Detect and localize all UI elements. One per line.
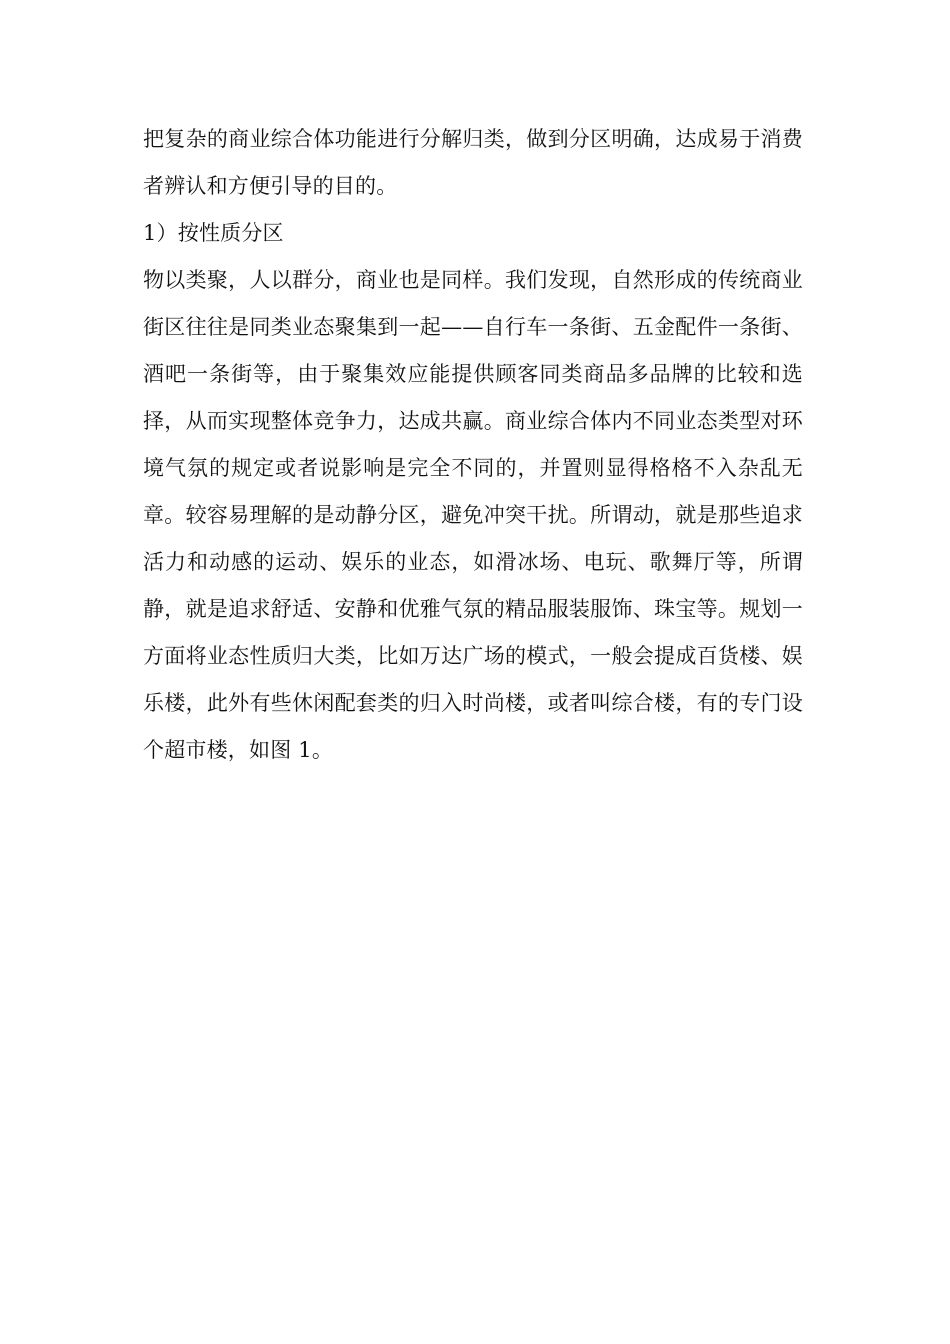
main-paragraph: 物以类聚，人以群分，商业也是同样。我们发现，自然形成的传统商业街区往往是同类业态聚集到一起——自行车一条街、五金配件一条街、酒吧一条街等，由于聚集效应能提供顾客同类商品多品牌的比较和选择，从而实现整体竞争力，达成共赢。商业综合体内不同业态类型对环境气氛的规定或者说影响是完全不同的，并置则显得格格不入杂乱无章。较容易理解的是动静分区，避免冲突干扰。所谓动，就是那些追求活力和动感的运动、娱乐的业态，如滑冰场、电玩、歌舞厅等，所谓静，就是追求舒适、安静和优雅气氛的精品服装服饰、珠宝等。规划一方面将业态性质归大类，比如万达广场的模式，一般会提成百货楼、娱乐楼，此外有些休闲配套类的归入时尚楼，或者叫综合楼，有的专门设个超市楼，如图 1。: [143, 268, 803, 762]
section-heading: 1）按性质分区: [143, 221, 284, 245]
intro-paragraph: 把复杂的商业综合体功能进行分解归类，做到分区明确，达成易于消费者辨认和方便引导的目的。: [143, 127, 803, 198]
document-body: [143, 116, 803, 774]
